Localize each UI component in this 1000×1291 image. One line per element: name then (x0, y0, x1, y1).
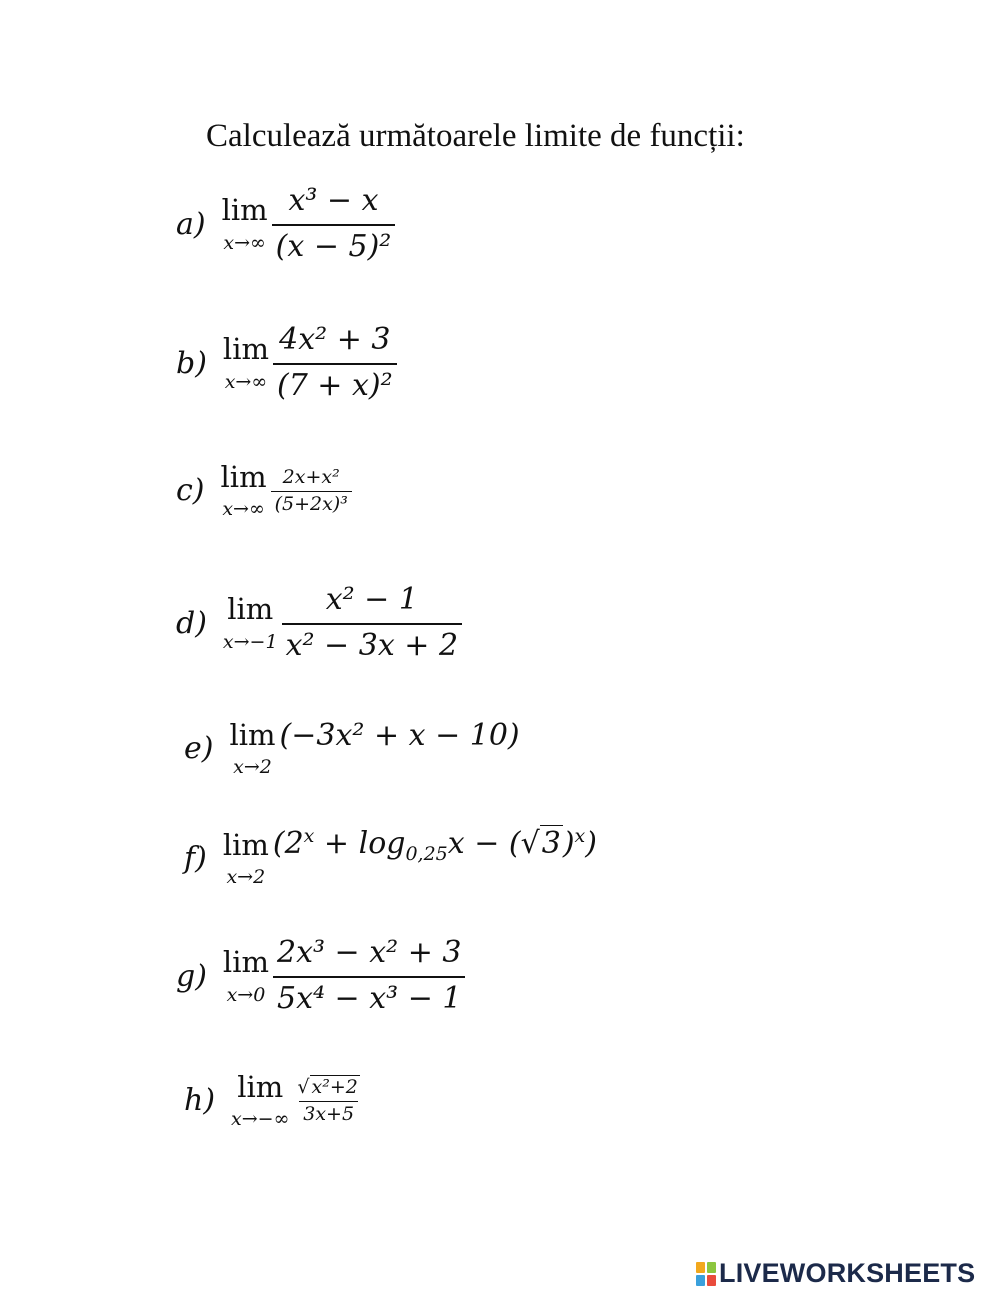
root-sign: √ (297, 1075, 310, 1098)
problem-a (176, 183, 395, 264)
lim-word: lim (222, 828, 269, 862)
fraction (273, 935, 465, 1016)
liveworksheets-logo (696, 1258, 975, 1289)
problem-f (184, 825, 597, 889)
numerator: 2x³ − x² + 3 (276, 935, 462, 970)
limit-subscript: x→∞ (222, 498, 265, 521)
limit-operator (229, 720, 275, 777)
fraction (293, 1075, 363, 1125)
limit-operator (231, 1072, 289, 1129)
limit-subscript: x→2 (233, 756, 272, 779)
limit-operator (221, 462, 267, 519)
expr-part: ) (562, 826, 575, 862)
expr-part: x − (√ (447, 826, 540, 862)
limit-subscript: x→−∞ (231, 1108, 290, 1131)
logo-square (696, 1275, 705, 1286)
fraction (282, 582, 462, 663)
page-title: Calculează următoarele limite de funcții: (206, 118, 745, 154)
logo-square (707, 1262, 716, 1273)
logo-square (707, 1275, 716, 1286)
fraction (273, 322, 397, 403)
limit-operator (223, 594, 278, 651)
limit-subscript: x→−1 (222, 630, 278, 653)
lim-word: lim (229, 718, 276, 752)
problem-e (184, 717, 520, 779)
problem-label: c) (176, 473, 205, 509)
problem-b (176, 322, 397, 403)
logo-text: LIVEWORKSHEETS (719, 1258, 976, 1288)
limit-subscript: x→∞ (224, 370, 268, 393)
numerator: 2x+x² (282, 465, 340, 488)
expr-part: ) (585, 826, 597, 862)
problem-label: a) (176, 206, 206, 242)
lim-word: lim (221, 193, 268, 228)
denominator: x² − 3x + 2 (282, 623, 462, 661)
problem-g (176, 935, 465, 1016)
problem-c (176, 462, 352, 519)
numerator (293, 1075, 363, 1101)
problem-h (184, 1072, 364, 1129)
denominator: 5x⁴ − x³ − 1 (273, 976, 465, 1014)
denominator: (5+2x)³ (271, 491, 352, 514)
denominator: (x − 5)² (272, 224, 396, 262)
numerator: x³ − x (288, 183, 379, 218)
lim-word: lim (222, 332, 269, 367)
limit-subscript: x→2 (226, 866, 266, 889)
radicand: x²+2 (311, 1075, 358, 1098)
problem-label: h) (184, 1083, 216, 1119)
logo-icon (696, 1262, 716, 1286)
limit-operator (223, 830, 269, 887)
limit-operator (223, 334, 269, 391)
problem-d (176, 582, 462, 663)
exponent: x (574, 825, 586, 848)
expr-part: (2 (272, 826, 304, 862)
exponent: x (303, 825, 315, 848)
logo-square (696, 1262, 705, 1273)
problem-label: b) (176, 345, 207, 381)
problem-label: e) (184, 731, 214, 767)
limit-operator (223, 947, 269, 1004)
fraction (272, 183, 396, 264)
limit-operator (222, 195, 268, 252)
limit-subscript: x→∞ (223, 231, 266, 254)
fraction (271, 465, 352, 515)
radicand: 3 (541, 826, 561, 862)
expression: (−3x² + x − 10) (279, 717, 520, 753)
lim-word: lim (237, 1070, 284, 1104)
lim-word: lim (220, 460, 267, 494)
numerator: x² − 1 (325, 582, 418, 617)
denominator: 3x+5 (299, 1101, 358, 1124)
problem-label: d) (176, 605, 207, 641)
lim-word: lim (222, 945, 269, 980)
limit-subscript: x→0 (226, 983, 266, 1006)
denominator: (7 + x)² (273, 363, 397, 401)
numerator: 4x² + 3 (279, 322, 391, 357)
expr-part: + log (314, 826, 406, 862)
problem-label: f) (184, 841, 207, 877)
problem-label: g) (176, 958, 207, 994)
log-base: 0,25 (405, 843, 448, 866)
lim-word: lim (227, 592, 274, 627)
expression (273, 827, 597, 864)
